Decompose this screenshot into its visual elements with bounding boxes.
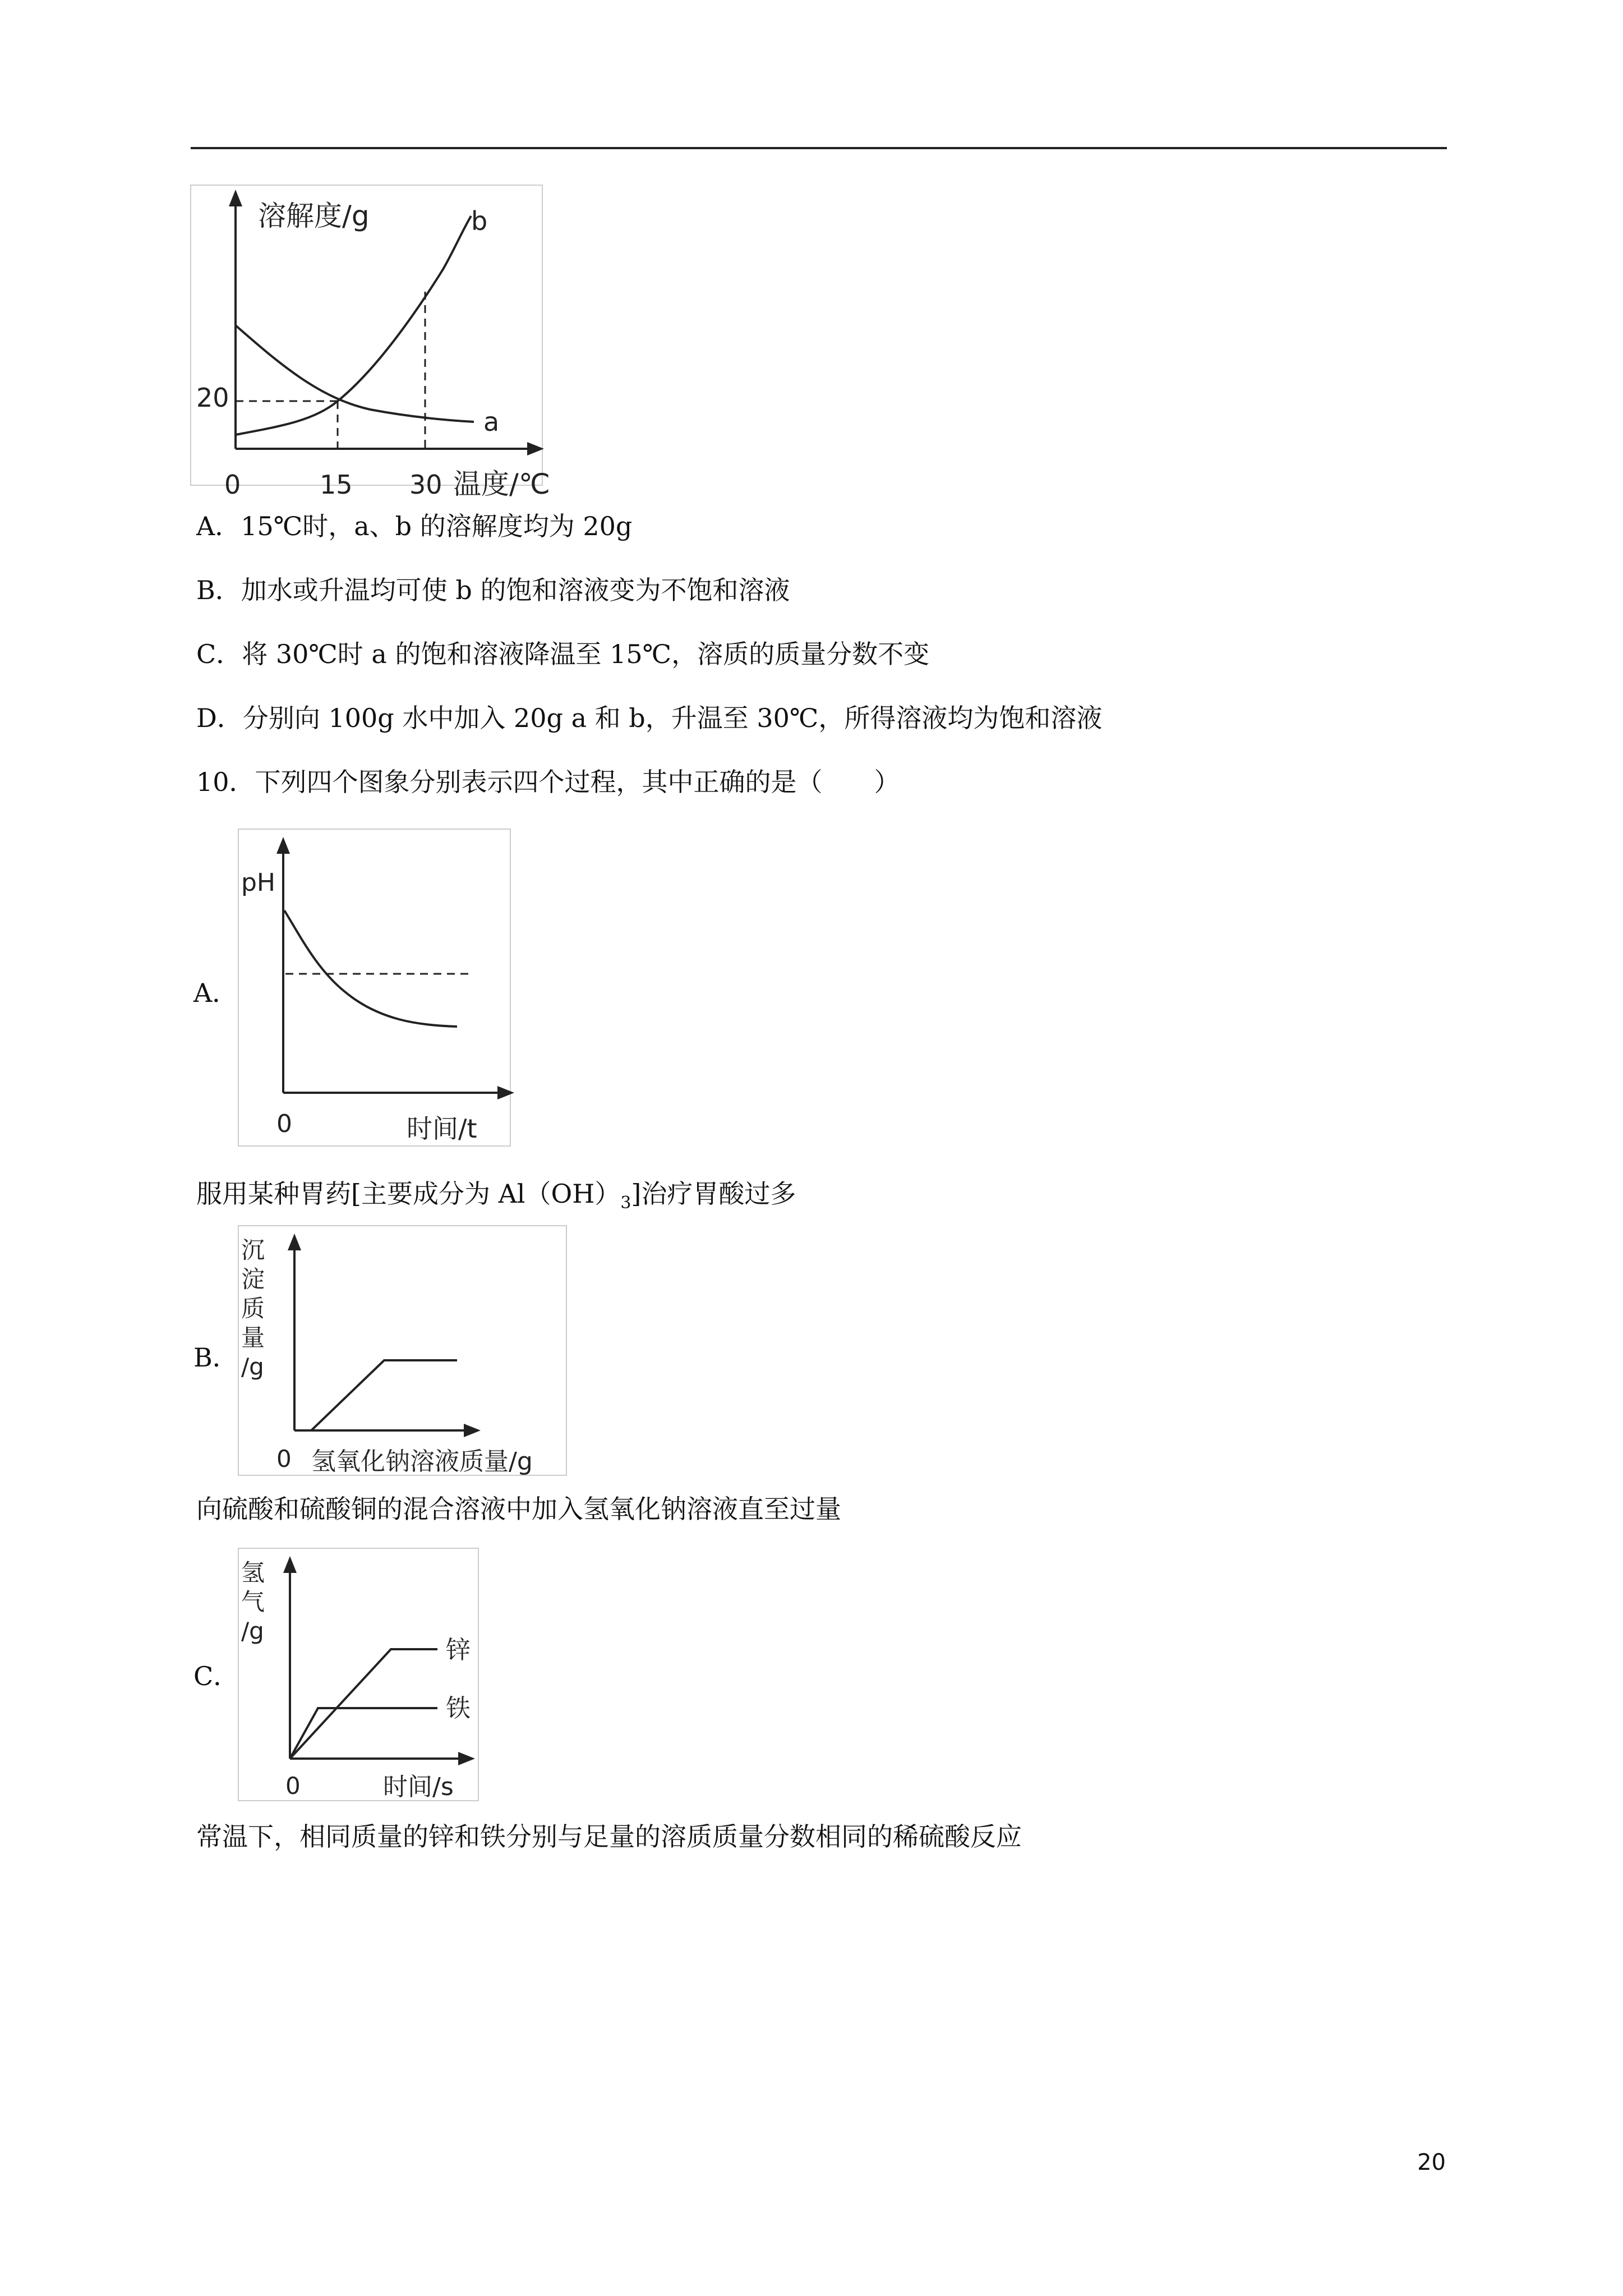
x-axis-arrow bbox=[497, 1086, 514, 1099]
y-axis-arrow bbox=[288, 1234, 301, 1250]
zinc-label: 锌 bbox=[446, 1636, 471, 1664]
iron-label: 铁 bbox=[446, 1694, 471, 1723]
y-label-char-1: 氢 bbox=[241, 1559, 265, 1586]
solubility-figure bbox=[191, 185, 550, 499]
y-label-char-2: 气 bbox=[241, 1588, 265, 1616]
figure-frame bbox=[238, 829, 510, 1146]
q10-a-caption: 服用某种胃药[主要成分为 $Al(OH)_3$]治疗胃酸过多 bbox=[196, 1179, 796, 1213]
y-label-char-3: 质 bbox=[241, 1295, 265, 1322]
q10-b-label: B． bbox=[193, 1342, 238, 1373]
zinc-line bbox=[290, 1649, 437, 1759]
y-axis-arrow bbox=[276, 837, 290, 854]
q10-b-caption: 向硫酸和硫酸铜的混合溶液中加入氢氧化钠溶液直至过量 bbox=[196, 1494, 841, 1524]
q9-option-a: A．15℃时，a、b 的溶解度均为 20g bbox=[196, 511, 633, 541]
x-axis-arrow bbox=[464, 1424, 481, 1437]
curve-a-label: a bbox=[483, 407, 500, 437]
q9-option-b: B．加水或升温均可使 b 的饱和溶液变为不饱和溶液 bbox=[196, 575, 790, 605]
y-label-char-5: /g bbox=[241, 1353, 264, 1381]
x-origin: 0 bbox=[285, 1772, 301, 1800]
x-axis-label: 温度/℃ bbox=[453, 468, 550, 500]
curve-b-label: b bbox=[471, 206, 488, 236]
q10-c-label: C． bbox=[193, 1661, 239, 1691]
figure-frame bbox=[238, 1548, 478, 1801]
x-origin: 0 bbox=[276, 1445, 292, 1473]
x-axis-arrow bbox=[458, 1752, 475, 1765]
page-number: 20 bbox=[1417, 2150, 1446, 2175]
q10-a-label: A． bbox=[193, 978, 238, 1008]
header-rule bbox=[191, 147, 1447, 149]
q10-a-figure bbox=[238, 829, 519, 1149]
y-label-char-3: /g bbox=[241, 1617, 264, 1645]
ph-curve bbox=[284, 910, 457, 1027]
y-axis-label: pH bbox=[241, 868, 276, 897]
y-tick-20: 20 bbox=[196, 383, 229, 413]
q10-c-figure bbox=[238, 1548, 485, 1806]
curve-b bbox=[236, 216, 471, 435]
x-origin: 0 bbox=[276, 1110, 292, 1138]
x-axis-arrow bbox=[527, 442, 544, 455]
y-label-char-1: 沉 bbox=[241, 1236, 265, 1264]
y-axis-arrow bbox=[229, 190, 242, 206]
x-tick-15: 15 bbox=[320, 470, 353, 500]
x-tick-30: 30 bbox=[409, 470, 442, 500]
q9-option-d: D．分别向 100g 水中加入 20g a 和 b，升温至 30℃，所得溶液均为饱和溶液 bbox=[196, 703, 1103, 733]
y-label-char-4: 量 bbox=[241, 1324, 265, 1351]
q10-stem: 10．下列四个图象分别表示四个过程，其中正确的是（ ） bbox=[196, 767, 900, 797]
y-label-char-2: 淀 bbox=[241, 1266, 265, 1293]
x-tick-0: 0 bbox=[224, 470, 241, 500]
y-axis-arrow bbox=[283, 1556, 297, 1573]
precipitate-line bbox=[311, 1360, 457, 1430]
q10-b-figure bbox=[238, 1226, 575, 1478]
q9-option-c: C．将 30℃时 a 的饱和溶液降温至 15℃，溶质的质量分数不变 bbox=[196, 639, 930, 669]
y-axis-label: 溶解度/g bbox=[258, 200, 370, 232]
x-axis-label: 时间/t bbox=[407, 1114, 477, 1144]
x-axis-label: 时间/s bbox=[383, 1773, 454, 1801]
curve-a bbox=[236, 325, 474, 422]
x-axis-label: 氢氧化钠溶液质量/g bbox=[311, 1447, 533, 1476]
figure-frame bbox=[238, 1226, 566, 1475]
q10-c-caption: 常温下，相同质量的锌和铁分别与足量的溶质质量分数相同的稀硫酸反应 bbox=[196, 1821, 1022, 1852]
